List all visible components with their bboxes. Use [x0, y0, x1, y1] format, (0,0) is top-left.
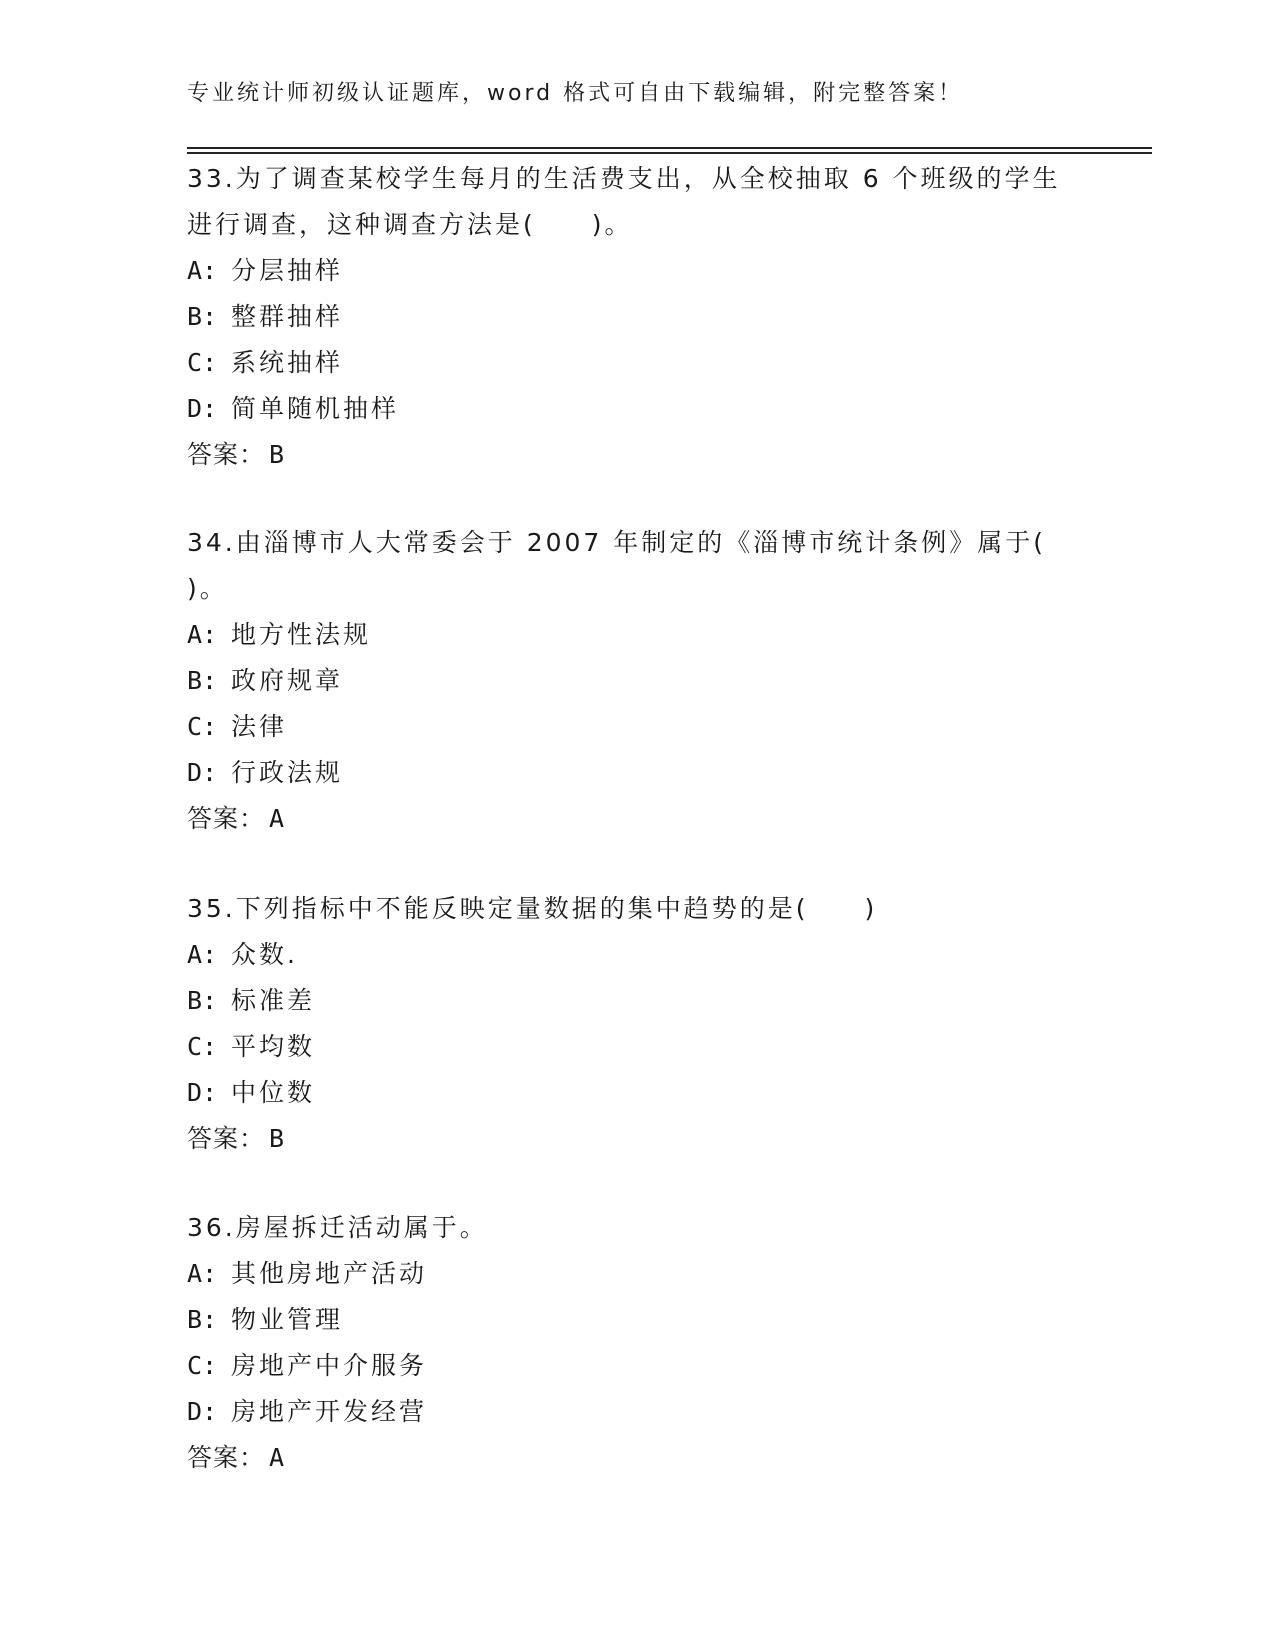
question-stem-line: )。	[187, 574, 228, 603]
option-c	[187, 340, 1087, 386]
question-33	[187, 156, 1087, 478]
option-c	[187, 1343, 1087, 1389]
option-a	[187, 248, 1087, 294]
answer-label: 答案：	[187, 804, 266, 833]
option-text: 行政法规	[231, 758, 344, 787]
option-label: A:	[187, 620, 218, 649]
question-stem-line: 36.房屋拆迁活动属于。	[187, 1213, 488, 1242]
option-label: C:	[187, 712, 218, 741]
option-label: D:	[187, 1078, 218, 1107]
header-rule-bottom	[187, 152, 1152, 154]
option-label: A:	[187, 256, 218, 285]
option-d	[187, 1389, 1087, 1435]
option-text: 物业管理	[231, 1305, 344, 1334]
answer-label: 答案：	[187, 440, 266, 469]
option-text: 房地产中介服务	[231, 1351, 428, 1380]
answer-line	[187, 1435, 1087, 1481]
question-34	[187, 520, 1087, 842]
option-d	[187, 1070, 1087, 1116]
question-stem-line: 进行调查，这种调查方法是( )。	[187, 210, 633, 239]
option-label: D:	[187, 394, 218, 423]
option-label: D:	[187, 1397, 218, 1426]
option-text: 其他房地产活动	[231, 1259, 428, 1288]
question-stem-line: 34.由淄博市人大常委会于 2007 年制定的《淄博市统计条例》属于(	[187, 528, 1047, 557]
answer-value: A	[269, 804, 286, 833]
option-label: A:	[187, 940, 218, 969]
option-b	[187, 1297, 1087, 1343]
page-header: 专业统计师初级认证题库，word 格式可自由下载编辑，附完整答案！	[187, 81, 964, 106]
option-b	[187, 978, 1087, 1024]
option-c	[187, 704, 1087, 750]
option-text: 平均数	[231, 1032, 316, 1061]
option-text: 中位数	[231, 1078, 316, 1107]
question-36	[187, 1205, 1087, 1481]
option-text: 标准差	[231, 986, 316, 1015]
question-35	[187, 886, 1087, 1162]
answer-label: 答案：	[187, 1124, 266, 1153]
option-a	[187, 932, 1087, 978]
option-label: A:	[187, 1259, 218, 1288]
option-a	[187, 612, 1087, 658]
option-text: 系统抽样	[231, 348, 344, 377]
answer-value: B	[269, 1124, 286, 1153]
option-label: B:	[187, 666, 218, 695]
option-text: 房地产开发经营	[231, 1397, 428, 1426]
option-label: B:	[187, 986, 218, 1015]
option-label: C:	[187, 1351, 218, 1380]
answer-line	[187, 796, 1087, 842]
answer-value: A	[269, 1443, 286, 1472]
option-text: 地方性法规	[231, 620, 372, 649]
header-rule-top	[187, 147, 1152, 149]
question-stem-line: 33.为了调查某校学生每月的生活费支出，从全校抽取 6 个班级的学生	[187, 164, 1061, 193]
answer-label: 答案：	[187, 1443, 266, 1472]
option-b	[187, 658, 1087, 704]
option-d	[187, 386, 1087, 432]
option-c	[187, 1024, 1087, 1070]
answer-line	[187, 432, 1087, 478]
answer-line	[187, 1116, 1087, 1162]
option-label: C:	[187, 1032, 218, 1061]
option-a	[187, 1251, 1087, 1297]
question-stem-line: 35.下列指标中不能反映定量数据的集中趋势的是( )	[187, 894, 878, 923]
option-text: 法律	[231, 712, 288, 741]
option-b	[187, 294, 1087, 340]
option-label: D:	[187, 758, 218, 787]
option-text: 整群抽样	[231, 302, 344, 331]
option-label: B:	[187, 1305, 218, 1334]
option-text: 分层抽样	[231, 256, 344, 285]
option-label: B:	[187, 302, 218, 331]
option-text: 政府规章	[231, 666, 344, 695]
option-label: C:	[187, 348, 218, 377]
answer-value: B	[269, 440, 286, 469]
option-text: 简单随机抽样	[231, 394, 400, 423]
option-text: 众数.	[231, 940, 298, 969]
option-d	[187, 750, 1087, 796]
